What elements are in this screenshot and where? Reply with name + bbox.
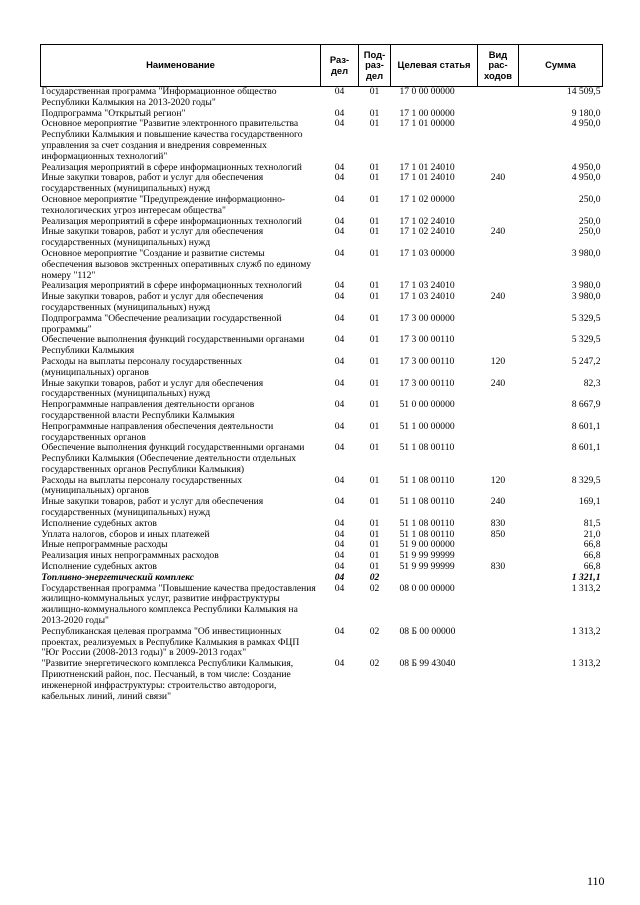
cell-target: 17 0 00 00000 [399,86,455,97]
cell-expense-type [478,443,519,475]
cell-section: 04 [334,193,345,205]
cell-name: Реализация мероприятий в сфере информационных технологий [41,280,302,292]
cell-expense-type [478,109,519,120]
cell-section: 04 [334,550,345,562]
budget-table [40,44,603,702]
cell-name: Расходы на выплаты персоналу государственных (муниципальных) органов [41,474,243,497]
header-expense-type: Вид рас-ходов [478,45,519,87]
cell-subsection: 01 [369,172,380,184]
cell-sum: 1 313,2 [571,658,601,670]
cell-sum: 1 321,1 [571,571,601,583]
cell-subsection: 01 [369,561,380,573]
cell-target: 08 Б 99 43040 [399,658,456,670]
header-name: Наименование [41,45,321,87]
table-row [41,443,603,475]
cell-name: "Развитие энергетического комплекса Республики Калмыкия, Приютненский район, пос. Песчаный, в том числе: Создание инженерной инфраструктуры: строительство автодороги, кабельных линий, линий связи" [41,658,294,702]
cell-subsection: 01 [369,280,380,292]
cell-name: Исполнение судебных актов [41,561,157,573]
table-row [41,627,603,659]
cell-section: 04 [334,571,345,583]
cell-target: 17 3 00 00000 [399,312,455,324]
cell-target: 17 1 01 24010 [399,172,455,184]
cell-expense-type: 120 [490,355,506,367]
cell-name: Иные закупки товаров, работ и услуг для обеспечения государственных (муниципальных) нужд [41,377,264,400]
cell-expense-type [478,119,519,162]
cell-section: 04 [334,420,345,432]
cell-sum: 169,1 [578,496,601,508]
table-row [41,659,603,702]
cell-target: 08 0 00 00000 [399,582,455,594]
cell-subsection: 02 [369,582,380,594]
cell-sum: 1 313,2 [571,582,601,594]
cell-name: Обеспечение выполнения функций государственными органами Республики Калмыкия [41,334,305,357]
cell-subsection: 01 [369,86,380,97]
cell-subsection: 01 [369,399,380,411]
cell-expense-type: 240 [490,377,506,389]
cell-sum: 1 313,2 [571,625,601,637]
cell-expense-type: 830 [490,561,506,573]
cell-section: 04 [334,280,345,292]
cell-expense-type [478,249,519,281]
cell-subsection: 01 [369,517,380,529]
cell-name: Иные непрограммные расходы [41,539,168,551]
cell-section: 04 [334,107,345,119]
cell-name: Государственная программа "Повышение качества предоставления жилищно-коммунальных услуг, развитие инфраструктуры жилищно-коммунального комплекса Республики Калмыкия на 2013-2020 годы" [41,582,316,627]
cell-target: 51 9 99 99999 [399,561,455,573]
cell-sum: 9 180,0 [571,107,601,119]
cell-sum: 66,8 [583,539,601,551]
table-body [41,87,603,703]
cell-name: Уплата налогов, сборов и иных платежей [41,528,210,540]
table-header [41,45,603,87]
cell-expense-type: 120 [490,474,506,486]
cell-expense-type [478,195,519,217]
cell-sum: 8 667,9 [571,399,601,411]
cell-target: 17 1 02 00000 [399,193,455,205]
table-row [41,227,603,249]
cell-name: Иные закупки товаров, работ и услуг для обеспечения государственных (муниципальных) нужд [41,226,264,249]
cell-subsection: 02 [369,625,380,637]
cell-subsection: 01 [369,539,380,551]
cell-section: 04 [334,442,345,454]
cell-section: 04 [334,161,345,173]
cell-section: 04 [334,539,345,551]
table-row [41,497,603,519]
cell-target: 51 1 00 00000 [399,420,455,432]
table-row [41,379,603,401]
header-subsection: Под-раз-дел [359,45,391,87]
cell-section: 04 [334,528,345,540]
cell-subsection: 01 [369,474,380,486]
table-row [41,119,603,162]
cell-name: Иные закупки товаров, работ и услуг для обеспечения государственных (муниципальных) нужд [41,496,264,519]
cell-name: Подпрограмма "Обеспечение реализации государственной программы" [41,312,282,335]
table-row [41,335,603,357]
cell-expense-type [478,314,519,336]
cell-subsection: 01 [369,291,380,303]
cell-subsection: 01 [369,334,380,346]
cell-name: Подпрограмма "Открытый регион" [41,107,186,119]
page-number: 110 [587,874,605,888]
cell-expense-type: 240 [490,172,506,184]
cell-sum: 66,8 [583,561,601,573]
cell-section: 04 [334,474,345,486]
table-row [41,249,603,281]
cell-sum: 250,0 [578,193,601,205]
cell-sum: 21,0 [583,528,601,540]
cell-subsection: 02 [369,658,380,670]
cell-section: 04 [334,561,345,573]
cell-name: Основное мероприятие "Предупреждение информационно-технологических угроз интересам общества" [41,193,286,216]
cell-section: 04 [334,291,345,303]
cell-expense-type: 850 [490,528,506,540]
cell-target: 17 1 01 00000 [399,118,455,130]
cell-expense-type: 240 [490,496,506,508]
cell-name: Непрограммные направления обеспечения деятельности государственных органов [41,420,274,443]
table-row [41,584,603,627]
cell-expense-type [478,584,519,627]
cell-name: Реализация мероприятий в сфере информационных технологий [41,215,302,227]
cell-target: 17 1 03 24010 [399,280,455,292]
cell-sum: 4 950,0 [571,161,601,173]
cell-target: 17 1 02 24010 [399,226,455,238]
cell-target: 17 3 00 00110 [399,334,455,346]
cell-subsection: 01 [369,312,380,324]
cell-sum: 5 329,5 [571,312,601,324]
table-row [41,173,603,195]
cell-section: 04 [334,226,345,238]
cell-sum: 82,3 [583,377,601,389]
table-row [41,422,603,444]
cell-target: 17 1 03 24010 [399,291,455,303]
cell-expense-type [478,540,519,551]
cell-expense-type [478,400,519,422]
table-row [41,400,603,422]
cell-target: 51 1 08 00110 [399,517,455,529]
cell-sum: 8 329,5 [571,474,601,486]
cell-expense-type [478,573,519,584]
cell-subsection: 01 [369,442,380,454]
cell-expense-type: 830 [490,517,506,529]
cell-target: 17 3 00 00110 [399,377,455,389]
cell-target: 51 9 00 00000 [399,539,455,551]
cell-subsection: 01 [369,420,380,432]
cell-expense-type [478,659,519,702]
cell-sum: 4 950,0 [571,118,601,130]
cell-subsection: 01 [369,118,380,130]
cell-name: Топливно-энергетический комплекс [41,571,194,583]
cell-sum: 3 980,0 [571,280,601,292]
cell-subsection: 01 [369,550,380,562]
cell-target: 51 1 08 00110 [399,528,455,540]
cell-sum: 81,5 [583,517,601,529]
cell-sum: 5 247,2 [571,355,601,367]
cell-target: 51 1 08 00110 [399,474,455,486]
cell-section: 04 [334,399,345,411]
table-row [41,357,603,379]
cell-name: Исполнение судебных актов [41,517,157,529]
cell-section: 04 [334,517,345,529]
cell-name: Расходы на выплаты персоналу государственных (муниципальных) органов [41,355,243,378]
cell-expense-type: 240 [490,226,506,238]
cell-subsection: 01 [369,377,380,389]
cell-section: 04 [334,118,345,130]
cell-subsection: 01 [369,355,380,367]
table-row [41,87,603,109]
cell-name: Обеспечение выполнения функций государственными органами Республики Калмыкия (Обеспечение деятельности отдельных государственных органов Республики Калмыкия) [41,442,305,475]
cell-sum: 66,8 [583,550,601,562]
cell-expense-type: 240 [490,291,506,303]
cell-section: 04 [334,247,345,259]
cell-target: 17 1 03 00000 [399,247,455,259]
cell-name: Основное мероприятие "Развитие электронного правительства Республики Калмыкия и повышение качества государственного управления за счет создания и внедрения современных информационных технологий" [41,118,303,162]
cell-target: 51 9 99 99999 [399,550,455,562]
cell-sum: 8 601,1 [571,420,601,432]
cell-subsection: 01 [369,215,380,227]
cell-section: 04 [334,625,345,637]
cell-sum: 5 329,5 [571,334,601,346]
cell-subsection: 01 [369,496,380,508]
cell-expense-type [478,422,519,444]
cell-target: 51 1 08 00110 [399,442,455,454]
cell-expense-type [478,87,519,109]
cell-name: Основное мероприятие "Создание и развитие системы обеспечения вызовов экстренных оперативных служб по единому номеру "112" [41,247,312,281]
cell-subsection: 02 [369,571,380,583]
cell-target: 17 1 01 24010 [399,161,455,173]
cell-section: 04 [334,312,345,324]
cell-subsection: 01 [369,226,380,238]
cell-section: 04 [334,86,345,97]
cell-name: Реализация мероприятий в сфере информационных технологий [41,161,302,173]
cell-section: 04 [334,377,345,389]
cell-target: 51 1 08 00110 [399,496,455,508]
cell-sum: 14 509,5 [566,86,601,97]
cell-subsection: 01 [369,528,380,540]
cell-target: 17 3 00 00110 [399,355,455,367]
cell-section: 04 [334,215,345,227]
header-target: Целевая статья [391,45,478,87]
cell-name: Иные закупки товаров, работ и услуг для обеспечения государственных (муниципальных) нужд [41,291,264,313]
table-row [41,476,603,498]
cell-target: 08 Б 00 00000 [399,625,456,637]
cell-sum: 4 950,0 [571,172,601,184]
cell-subsection: 01 [369,161,380,173]
cell-subsection: 01 [369,247,380,259]
cell-subsection: 01 [369,193,380,205]
cell-sum: 250,0 [578,215,601,227]
table-row [41,292,603,314]
table-row [41,195,603,217]
header-section: Раз-дел [321,45,359,87]
cell-subsection: 01 [369,107,380,119]
cell-section: 04 [334,355,345,367]
cell-expense-type [478,627,519,659]
cell-section: 04 [334,658,345,670]
cell-section: 04 [334,582,345,594]
cell-target: 17 1 00 00000 [399,107,455,119]
cell-name: Государственная программа "Информационное общество Республики Калмыкия на 2013-2020 годы" [41,86,277,108]
cell-sum: 3 980,0 [571,291,601,303]
cell-expense-type [478,335,519,357]
cell-target: 17 1 02 24010 [399,215,455,227]
header-sum: Сумма [519,45,603,87]
cell-section: 04 [334,334,345,346]
cell-name: Республиканская целевая программа "Об инвестиционных проектах, реализуемых в Республике Калмыкия в рамках ФЦП "Юг России (2008-2013 годы)" в 2009-2013 годах" [41,625,300,659]
cell-sum: 8 601,1 [571,442,601,454]
cell-section: 04 [334,172,345,184]
cell-target: 51 0 00 00000 [399,399,455,411]
cell-section: 04 [334,496,345,508]
cell-sum: 250,0 [578,226,601,238]
table-row [41,314,603,336]
cell-name: Непрограммные направления деятельности органов государственной власти Республики Калмыкия [41,399,255,421]
cell-name: Иные закупки товаров, работ и услуг для обеспечения государственных (муниципальных) нужд [41,172,264,195]
cell-sum: 3 980,0 [571,247,601,259]
cell-name: Реализация иных непрограммных расходов [41,550,219,562]
